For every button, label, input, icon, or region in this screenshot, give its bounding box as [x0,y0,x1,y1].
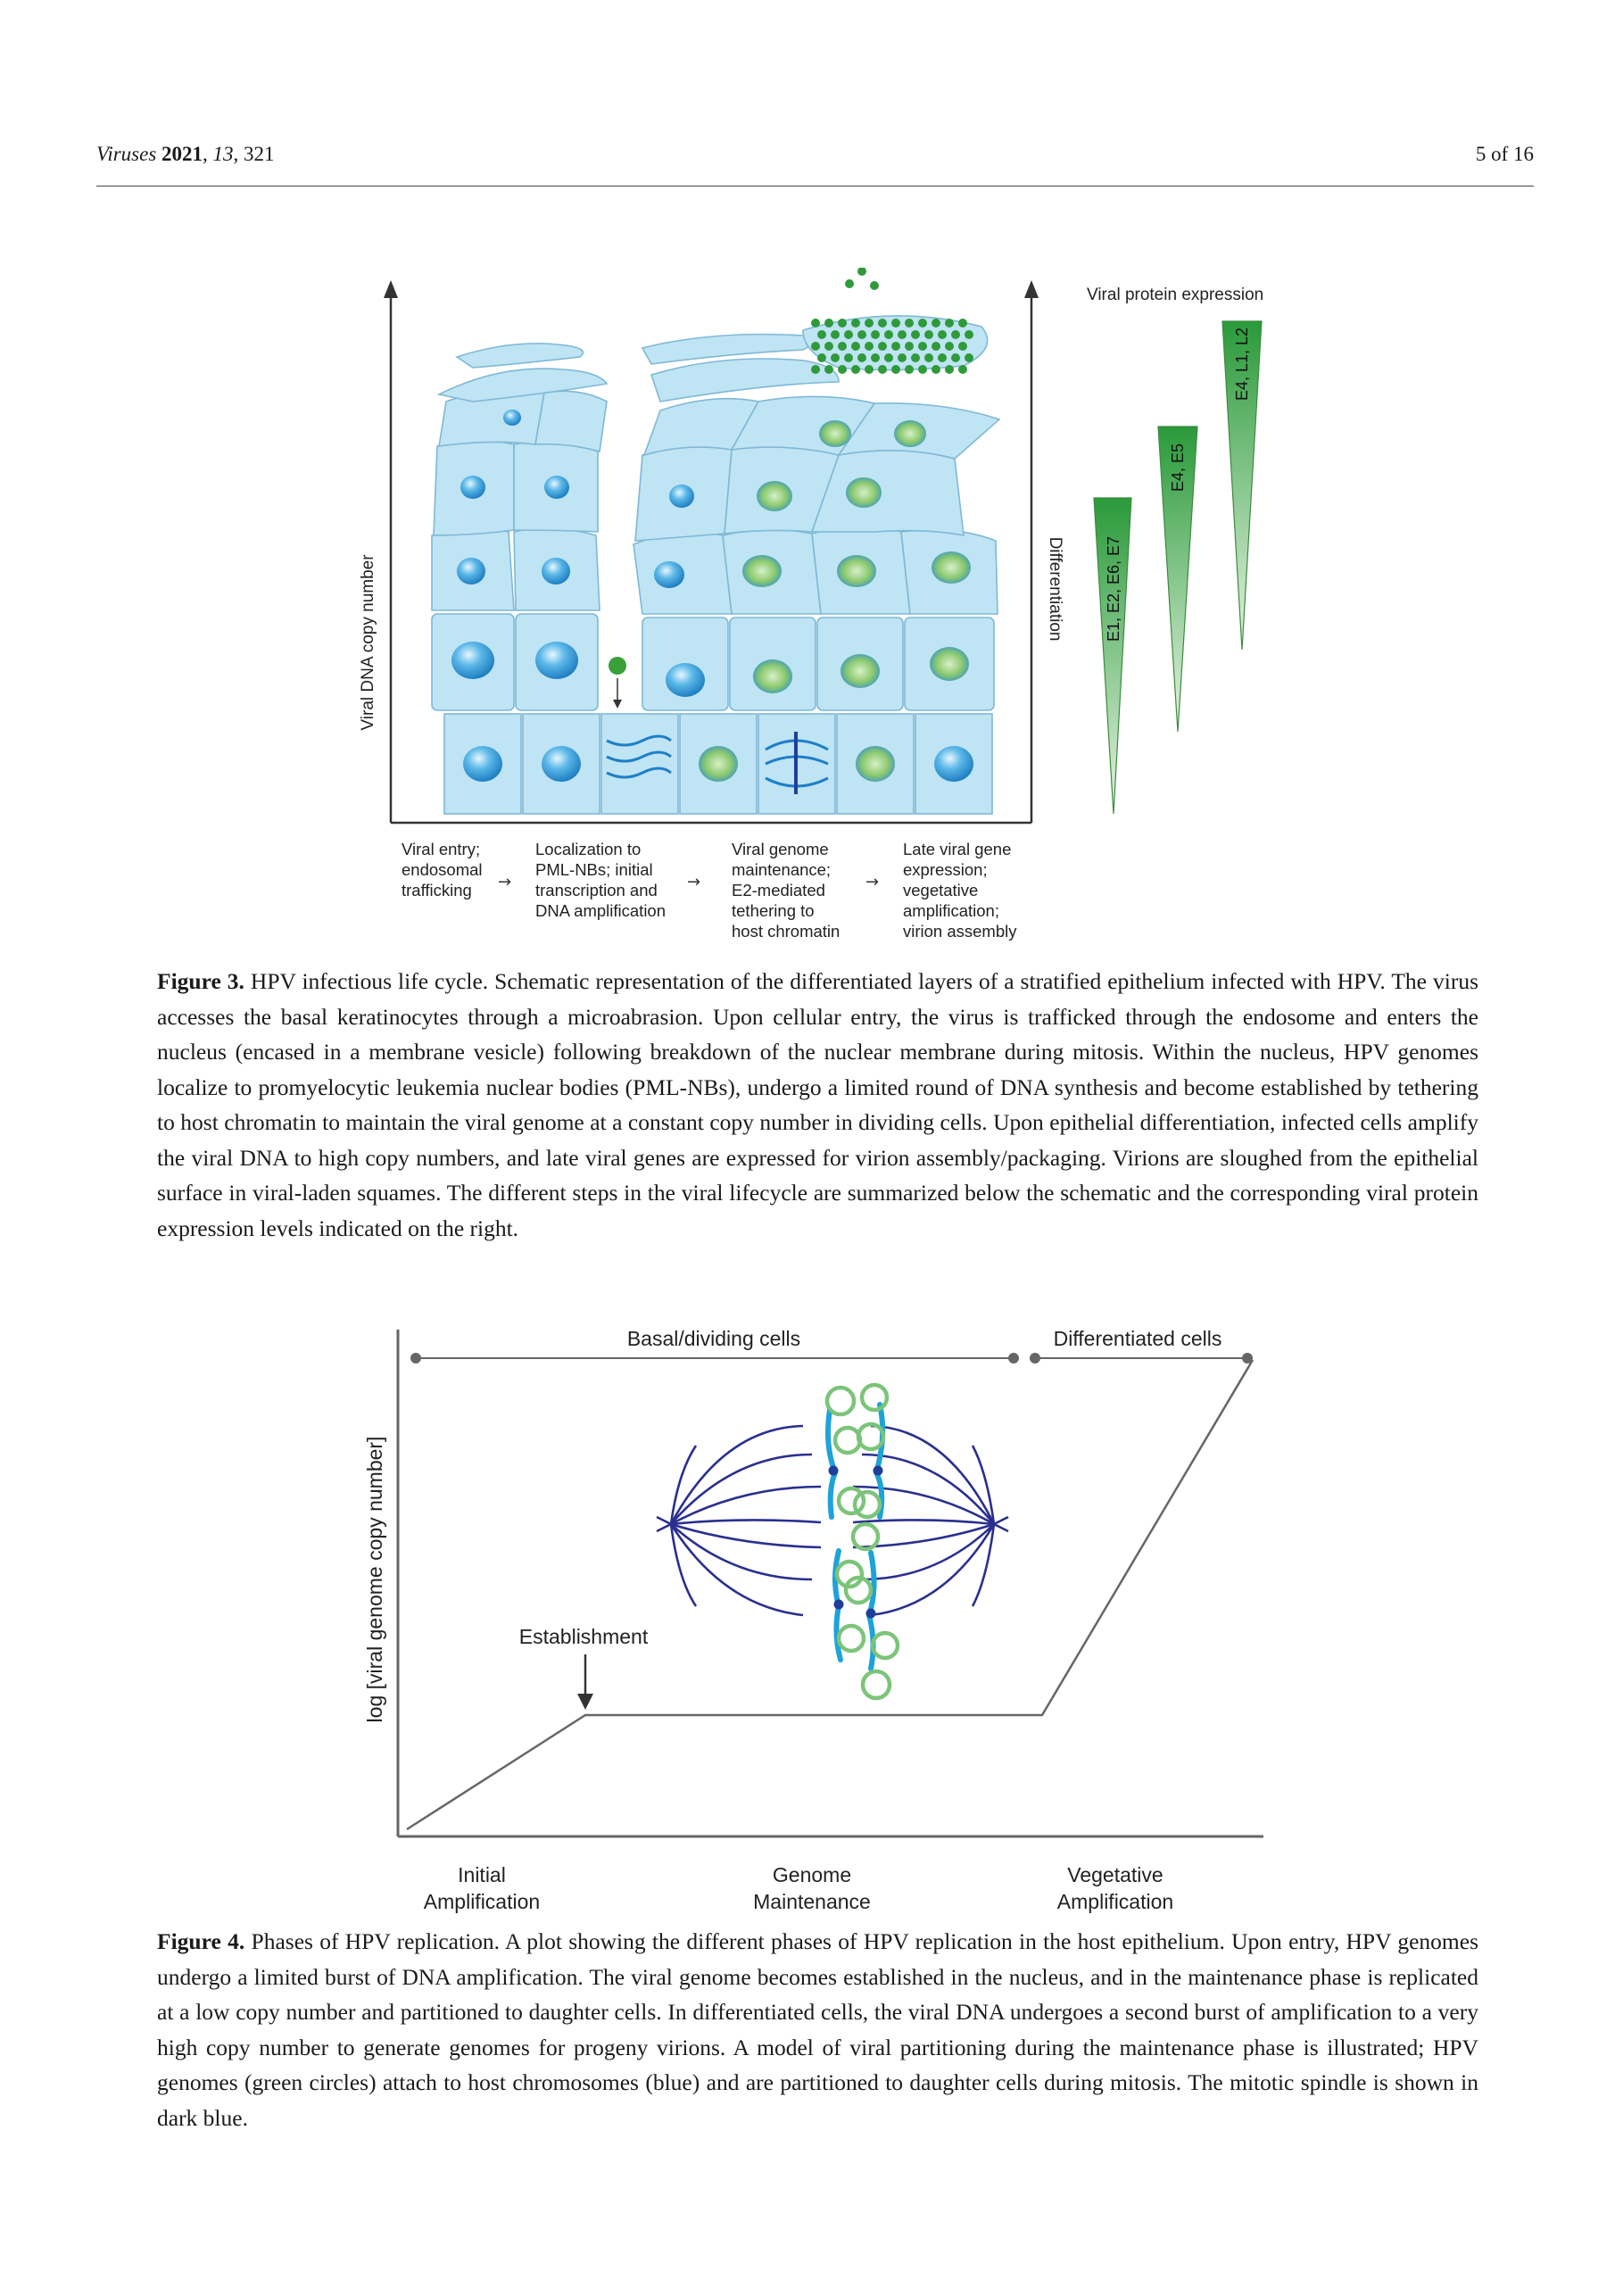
page-header [96,143,1534,186]
virion-dot [857,353,866,362]
step-localization: Localization to PML-NBs; initial transcription and DNA amplification [535,840,667,920]
virion-dot [851,342,860,351]
virion-dot [811,342,820,351]
virion-dot [811,365,820,374]
virion-dot [831,330,840,339]
figure-3 [339,268,1321,839]
figure-3-caption [157,964,1478,1246]
virion-dot [911,353,920,362]
differentiation-label: Differentiation [1046,536,1064,642]
virion-dot [857,268,866,276]
virion-dot [918,319,927,327]
virion-dot [945,319,954,327]
genome-copy-axis-label: log [viral genome copy number] [363,1436,386,1723]
virion-dot [905,342,914,351]
virion-dot [817,353,826,362]
virion-dot [838,342,847,351]
virion-dot [865,319,874,327]
virion-dot [911,330,920,339]
page-number: 5 of 16 [1475,143,1534,165]
phase-vegetative-amplification-label: Vegetative Amplification [1056,1863,1174,1913]
virion-dot [851,365,860,374]
virion-dot [851,319,860,327]
figure-4-caption [157,1924,1478,2135]
virion-dot [924,353,933,362]
protein-expression-title: Viral protein expression [1087,286,1264,304]
virion-dot [878,342,887,351]
virion-dot [891,365,900,374]
phase-genome-maintenance-label: Genome Maintenance [753,1863,871,1913]
virion-dot [932,319,940,327]
virion-dot [865,365,874,374]
figure-3-caption-text: HPV infectious life cycle. Schematic representation of the differentiated layers of a stratified epithelium infected with HPV. The virus accesses the basal keratinocytes through a microabrasion. Upon cellular entry, the virus is trafficked through the endosome and enters the nucleus (encased in a membrane vesicle) following breakdown of the nuclear membrane during mitosis. Within the nucleus, HPV genomes localize to promyelocytic leukemia nuclear bodies (PML-NBs), undergo a limited round of DNA synthesis and become established by tethering to host chromatin to maintain the viral genome at a constant copy number in dividing cells. Upon epithelial differentiation, infected cells amplify the viral DNA to high copy numbers, and late viral genes are expressed for virion assembly/packaging. Virions are sloughed from the epithelial surface in viral-laden squames. The different steps in the viral lifecycle are summarized below the schematic and the corresponding viral protein expression levels indicated on the right. [157,968,1478,1241]
virion-dot [918,365,927,374]
virion-dot [958,342,967,351]
figure-4 [357,1312,1276,1910]
virion-dot [844,353,853,362]
virion-dot [905,365,914,374]
virion-dot [831,353,840,362]
article-number: 321 [244,143,275,165]
virion-dot [865,342,874,351]
virion-dot [824,365,833,374]
figure-3-diagram [339,268,1321,839]
phase-initial-amplification-label: Initial Amplification [423,1863,541,1913]
virion-dot [845,279,854,288]
virion-dot [838,319,847,327]
virion-dot [958,365,967,374]
virion-dot [932,365,940,374]
region-brackets [411,1354,1252,1363]
viral-dna-axis-label: Viral DNA copy number [359,554,377,731]
journal-volume: 13 [212,143,234,165]
virus-entry [609,657,626,709]
virion-dot [891,342,900,351]
virion-dot [951,330,960,339]
virion-dot [932,342,940,351]
virion-dot [824,342,833,351]
virion-dot [924,330,933,339]
virion-dot [871,330,880,339]
virion-dot [884,330,893,339]
virion-dot [898,353,907,362]
virion-dot [965,353,973,362]
journal-name: Viruses [96,143,157,165]
step-late-gene-expression: Late viral gene expression; vegetative amplification; virion assembly [903,840,1017,941]
region-basal-label: Basal/dividing cells [626,1327,801,1350]
protein-group-e4-e5: E4, E5 [1169,443,1187,493]
virion-dot [811,319,820,327]
virion-dot [838,365,847,374]
virion-dot [870,281,879,290]
virion-dot [844,330,853,339]
establishment-arrow [577,1654,593,1710]
virion-dot [905,319,914,327]
figure-4-diagram [357,1312,1276,1910]
journal-citation: Viruses 2021, 13, 321 [96,143,275,165]
virion-dot [871,353,880,362]
virion-dot [817,330,826,339]
figure-3-caption-label: Figure 3. [157,968,244,994]
virion-dot [965,330,973,339]
step-arrow-icon: → [865,873,880,891]
virion-dot [878,319,887,327]
step-viral-entry: Viral entry; endosomal trafficking [402,840,483,899]
journal-year: 2021 [161,143,203,165]
figure-4-caption-text: Phases of HPV replication. A plot showing the different phases of HPV replication in the host epithelium. Upon entry, HPV genomes undergo a limited burst of DNA amplification. The viral genome becomes established in the nucleus, and in the maintenance phase is replicated at a low copy number and partitioned to daughter cells. In differentiated cells, the viral DNA undergoes a second burst of amplification to a very high copy number to generate genomes for progeny virions. A model of viral partitioning during the maintenance phase is illustrated; HPV genomes (green circles) attach to host chromosomes (blue) and are partitioned to daughter cells during mitosis. The mitotic spindle is shown in dark blue. [157,1928,1478,2131]
virion-dot [891,319,900,327]
region-differentiated-label: Differentiated cells [1053,1327,1222,1350]
figure-4-caption-label: Figure 4. [157,1928,245,1954]
virion-dot [918,342,927,351]
epithelium-schematic [432,316,999,814]
protein-group-early: E1, E2, E6, E7 [1105,535,1122,642]
step-arrow-icon: → [498,873,512,891]
virion-dot [958,319,967,327]
virion-dot [945,342,954,351]
virion-dot [938,330,947,339]
virion-dot [824,319,833,327]
protein-group-late: E4, L1, L2 [1233,327,1251,402]
virion-dot [951,353,960,362]
virion-dot [945,365,954,374]
virion-dot [878,365,887,374]
virion-dot [898,330,907,339]
step-genome-maintenance: Viral genome maintenance; E2-mediated tethering to host chromatin [732,840,840,941]
virion-dot [857,330,866,339]
virion-dot [938,353,947,362]
virion-dot [884,353,893,362]
step-arrow-icon: → [687,873,701,891]
establishment-label: Establishment [518,1625,649,1648]
